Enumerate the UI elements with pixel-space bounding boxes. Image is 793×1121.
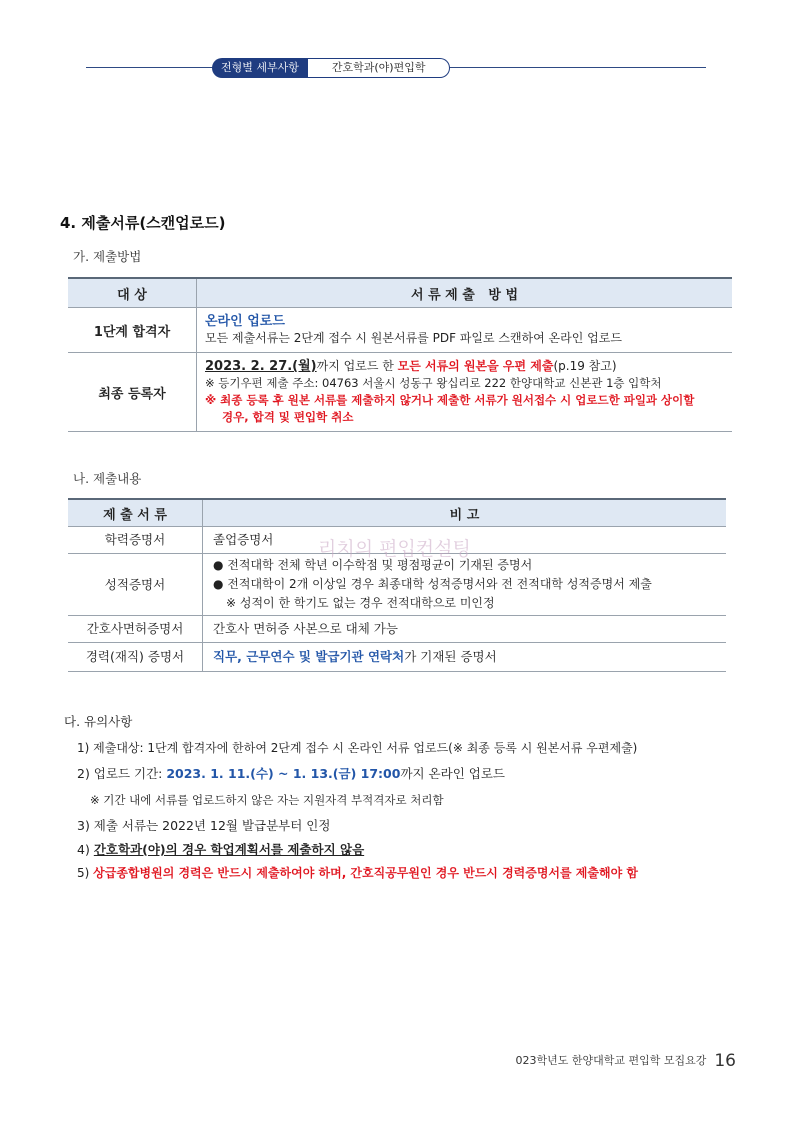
- page-footer: [515, 1051, 736, 1071]
- header-tag: [212, 58, 450, 78]
- list-item: ● 전적대학 전체 학년 이수학점 및 평점평균이 기재된 증명서: [213, 558, 533, 572]
- doc-note: [203, 554, 727, 616]
- doc-note: 직무, 근무연수 및 발급기관 연락처가 기재된 증명서: [203, 643, 727, 672]
- note-item: ※ 기간 내에 서류를 업로드하지 않은 자는 지원자격 부적격자로 처리함: [90, 793, 444, 807]
- submission-method-table: [68, 277, 732, 432]
- doc-name: 성적증명서: [68, 554, 203, 616]
- cancel-warning-cont: 경우, 합격 및 편입학 취소: [222, 410, 354, 424]
- online-upload-label: 온라인 업로드: [205, 314, 285, 329]
- note-item: 4) 간호학과(야)의 경우 학업계획서를 제출하지 않음: [77, 842, 365, 857]
- doc-name: 간호사면허증명서: [68, 616, 203, 643]
- mail-deadline: 2023. 2. 27.(월)까지 업로드 한 모든 서류의 원본을 우편 제출(p.19 참고): [205, 359, 617, 374]
- watermark: 리치의 편입컨설팅: [318, 538, 471, 560]
- col-target: 대 상: [68, 278, 197, 308]
- list-item: ※ 성적이 한 학기도 없는 경우 전적대학으로 미인정: [226, 596, 495, 610]
- cancel-warning: ※ 최종 등록 후 원본 서류를 제출하지 않거나 제출한 서류가 원서접수 시 업로드한 파일과 상이할: [205, 393, 695, 407]
- row-content: [197, 308, 733, 353]
- note-item: 2) 업로드 기간: 2023. 1. 11.(수) ~ 1. 13.(금) 17:00까지 온라인 업로드: [77, 766, 505, 781]
- header-subtitle: 간호학과(야)편입학: [308, 58, 451, 78]
- part-b-title: 나. 제출내용: [73, 471, 142, 486]
- note-item: 5) 상급종합병원의 경력은 반드시 제출하여야 하며, 간호직공무원인 경우 반드시 경력증명서를 제출해야 함: [77, 866, 638, 880]
- col-documents: 제 출 서 류: [68, 499, 203, 527]
- table-row: [68, 616, 726, 643]
- table-header-row: [68, 278, 732, 308]
- table-header-row: [68, 499, 726, 527]
- doc-name: 학력증명서: [68, 527, 203, 554]
- col-method: 서 류 제 출 방 법: [197, 278, 733, 308]
- list-item: ● 전적대학이 2개 이상일 경우 최종대학 성적증명서와 전 전적대학 성적증명서 제출: [213, 577, 652, 591]
- part-c-title: 다. 유의사항: [64, 714, 133, 729]
- note-item: 3) 제출 서류는 2022년 12월 발급분부터 인정: [77, 818, 331, 833]
- header-category: 전형별 세부사항: [212, 58, 308, 78]
- table-row: [68, 643, 726, 672]
- doc-note: 졸업증명서: [203, 527, 727, 554]
- part-a-title: 가. 제출방법: [73, 249, 142, 264]
- documents-table: [68, 498, 726, 672]
- doc-note: 간호사 면허증 사본으로 대체 가능: [203, 616, 727, 643]
- row-label: 최종 등록자: [68, 353, 197, 432]
- row-label: 1단계 합격자: [68, 308, 197, 353]
- online-upload-desc: 모든 제출서류는 2단계 접수 시 원본서류를 PDF 파일로 스캔하여 온라인 업로드: [205, 331, 622, 345]
- section-title: 4. 제출서류(스캔업로드): [60, 214, 226, 232]
- table-row: [68, 353, 732, 432]
- table-row: [68, 308, 732, 353]
- row-content: [197, 353, 733, 432]
- note-item: 1) 제출대상: 1단계 합격자에 한하여 2단계 접수 시 온라인 서류 업로드(※ 최종 등록 시 원본서류 우편제출): [77, 741, 638, 755]
- col-remarks: 비 고: [203, 499, 727, 527]
- doc-name: 경력(재직) 증명서: [68, 643, 203, 672]
- footer-text: 023학년도 한양대학교 편입학 모집요강: [515, 1054, 707, 1067]
- page-number: 16: [714, 1051, 736, 1071]
- table-row: [68, 554, 726, 616]
- mail-address: ※ 등기우편 제출 주소: 04763 서울시 성동구 왕십리로 222 한양대학교 신본관 1층 입학처: [205, 376, 662, 390]
